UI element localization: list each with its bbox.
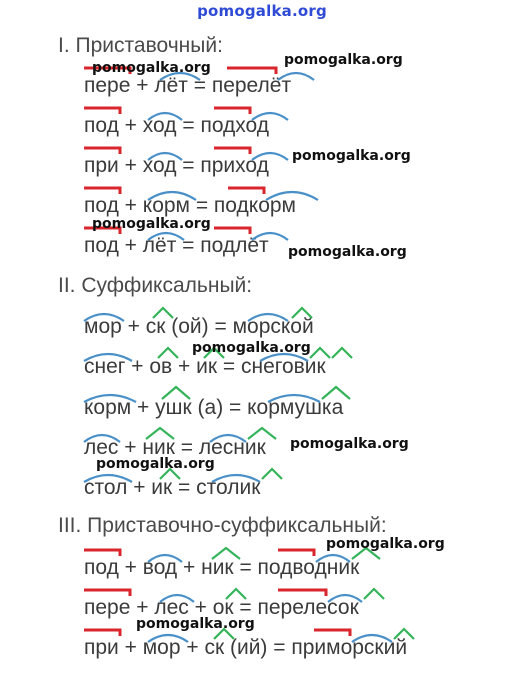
watermark: pomogalka.org xyxy=(92,216,211,232)
watermark: pomogalka.org xyxy=(326,536,445,552)
watermark: pomogalka.org xyxy=(288,244,407,260)
watermark: pomogalka.org xyxy=(290,436,409,452)
suffix-mark xyxy=(332,348,352,358)
watermark: pomogalka.org xyxy=(292,148,411,164)
word-line: под + лёт = подлёт xyxy=(84,234,269,257)
word-line: пере + лес + ок = перелесок xyxy=(84,596,359,619)
word-line: при + ход = приход xyxy=(84,154,269,177)
word-line: мор + ск (ой) = морской xyxy=(84,315,314,338)
watermark: pomogalka.org xyxy=(284,52,403,68)
word-line: под + вод + ник = подводник xyxy=(84,556,360,579)
watermark: pomogalka.org xyxy=(92,60,211,76)
section-title-prefixal-suffixal: III. Приставочно-суффиксальный: xyxy=(58,514,387,537)
section-title-prefixal: I. Приставочный: xyxy=(58,34,223,57)
suffix-mark xyxy=(364,589,384,599)
header-watermark: pomogalka.org xyxy=(197,2,327,20)
word-line: при + мор + ск (ий) = приморский xyxy=(84,636,408,659)
word-line: под + ход = подход xyxy=(84,114,270,137)
watermark: pomogalka.org xyxy=(96,456,215,472)
watermark: pomogalka.org xyxy=(192,340,311,356)
section-title-suffixal: II. Суффиксальный: xyxy=(58,274,253,297)
word-line: под + корм = подкорм xyxy=(84,194,296,217)
word-line: лес + ник = лесник xyxy=(84,436,266,459)
word-line: снег + ов + ик = снеговик xyxy=(84,355,326,378)
word-line: пере + лёт = перелёт xyxy=(84,74,292,97)
word-line: стол + ик = столик xyxy=(84,476,261,499)
watermark: pomogalka.org xyxy=(136,616,255,632)
word-line: корм + ушк (а) = кормушка xyxy=(84,396,344,419)
suffix-mark xyxy=(262,469,282,479)
